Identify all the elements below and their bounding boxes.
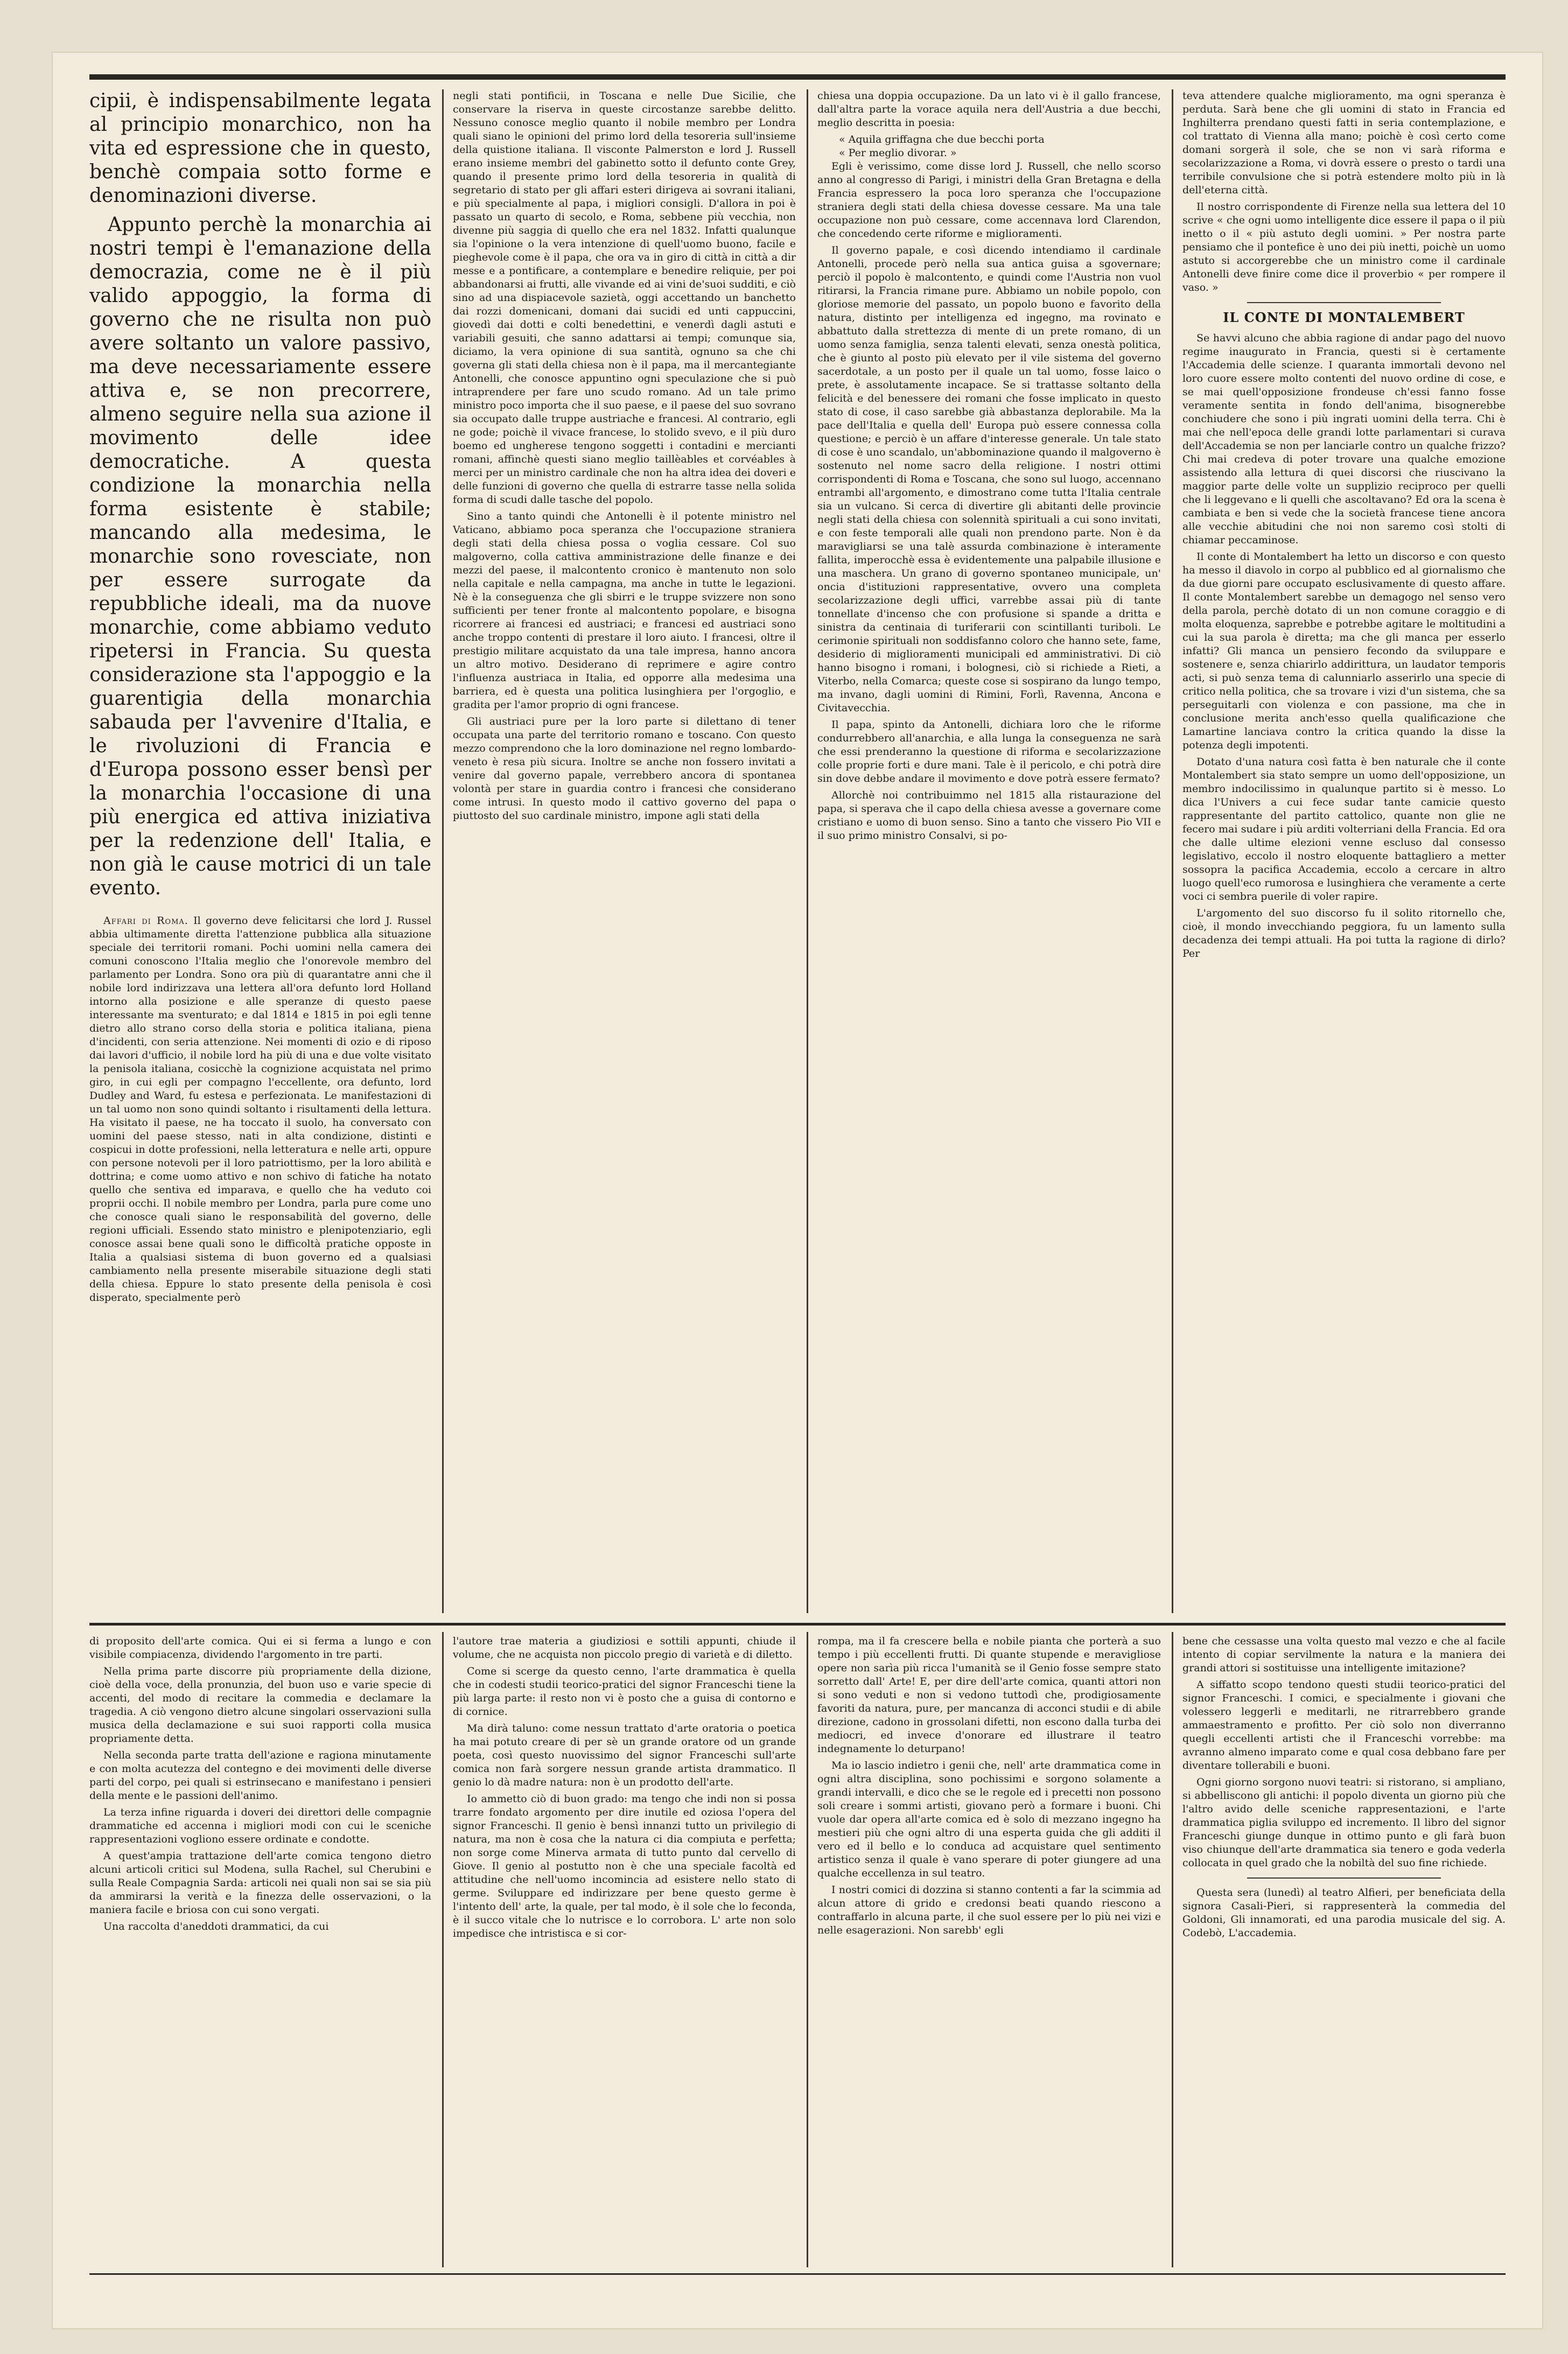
bottom-rule bbox=[89, 2273, 1506, 2275]
paragraph: teva attendere qualche miglioramento, ma ogni speranza è perduta. Sarà bene che gli uomini di stato in Francia ed Inghilterra prendano questi fatti in seria contemplazione, e col trattato di Vienna alla mano; poichè è così certo come domani sorgerà il sole, che se non vi sarà riforma e secolarizzazione a Roma, vi dovrà essere o presto o tardi una terribile convulsione che si potrà estendere molto più in là dell'eterna città. bbox=[1182, 90, 1506, 196]
paragraph: negli stati pontificii, in Toscana e nelle Due Sicilie, che conservare la riserva in queste circostanze sarebbe delitto. Nessuno conosce meglio quanto il nobile membro per Londra quali siano le opinioni del primo lord della tesoreria sull'insieme della quistione italiana. Il visconte Palmerston e lord J. Russell erano insieme membri del gabinetto sotto il defunto conte Grey, quando il presente primo lord della tesoreria in qualità di segretario di stato per gli affari esteri dirigeva ai sovrani italiani, e più specialmente al papa, i migliori consigli. D'allora in poi è passato un quarto di secolo, e Roma, sebbene più vecchia, non divenne più saggia di quello che era nel 1832. Infatti qualunque sia l'opinione o la vera intenzione di quell'uomo buono, facile e pieghevole come è il papa, che ora va in giro di città in città a dir messe e a pontificare, a contemplare e benedire reliquie, per poi abbandonarsi ai frutti, alle vivande ed ai vini de'suoi sudditi, e ciò sino ad una dispiacevole sazietà, oggi accettando un banchetto dai rozzi domenicani, domani dai sucidi ed unti cappuccini, giovedì dai dotti e colti benedettini, e venerdì dagli astuti e variabili gesuiti, che sanno adattarsi ai tempi; comunque sia, diciamo, la vera opinione di sua santità, ognuno sa che chi governa gli stati della chiesa non è il papa, ma il mercantegiante Antonelli, che conosce appuntino ogni speculazione che si può intraprendere per fare uno scudo romano. Ad un tale primo ministro poco importa che il suo paese, e il paese del suo sovrano sia occupato dalle truppe austriache e francesi. Al contrario, egli ne gode; poichè il vivace francese, lo stolido svevo, e il più duro boemo ed ungherese tengono soggetti i contadini e mercianti romani, affinchè questi siano meglio taillèables et corvéables à merci per un ministro cardinale che non ha altra idea dei doveri e delle funzioni di governo che quella di estrarre tasse nella solida forma di scudi dalle tasche del popolo. bbox=[453, 90, 796, 506]
column-d bbox=[1182, 89, 1506, 1619]
paragraph: chiesa una doppia occupazione. Da un lato vi è il gallo francese, dall'altra parte la vorace aquila nera dell'Austria a due becchi, meglio descritta in poesia: bbox=[817, 90, 1161, 129]
paragraph: Questa sera (lunedì) al teatro Alfieri, per beneficiata della signora Casali-Pieri, si rappresenterà la commedia del Goldoni, Gli innamorati, ed una parodia musicale del sig. A. Codebò, L'accademia. bbox=[1182, 1887, 1506, 1939]
lower-column-2 bbox=[453, 1635, 796, 2267]
column-separator bbox=[1172, 89, 1173, 1613]
paragraph: I nostri comici di dozzina si stanno contenti a far la scimmia ad alcun attore di grido e credonsi beati quando riescono a contraffarlo in alcuna parte, il che suol essere per lo più nei vizi e nelle esagerazioni. Non sarebb' egli bbox=[817, 1884, 1161, 1936]
verse-line: « Aquila griffagna che due becchi porta bbox=[839, 134, 1045, 145]
paragraph: cipii, è indispensabilmente legata al principio monarchico, non ha vita ed espressione che in questo, benchè compaia sotto forme e denominazioni diverse. bbox=[89, 90, 431, 207]
paragraph: rompa, ma il fa crescere bella e nobile pianta che porterà a suo tempo i più eccellenti frutti. Di quante stupende e meravigliose opere non sarìa più ricca l'umanità se il Genio fosse sempre stato sorretto dall' Arte! E, per dire dell'arte comica, quanti attori non si sono veduti e non si vedono tuttodì che, prodigiosamente favoriti da natura, pure, per mancanza di acconci studii e di abile direzione, cadono in grossolani difetti, non escono dalla turba dei mediocri, ed invece d'onorare ed illustrare il teatro indegnamente lo deturpano! bbox=[817, 1635, 1161, 1755]
paragraph-text: Il governo deve felicitarsi che lord J. Russel abbia ultimamente diretta l'attenzione pubblica alla situazione speciale dei territorii romani. Pochi uomini nella camera dei comuni conoscono l'Italia meglio che l'onorevole membro del parlamento per Londra. Sono ora più di quarantatre anni che il nobile lord indirizzava una lettera all'ora defunto lord Holland intorno alla posizione e alle speranze di questo paese interessante ma sventurato; e dal 1814 e 1815 in poi egli tenne dietro allo strano corso della storia e politica italiana, piena d'incidenti, con seria attenzione. Nei momenti di ozio e di riposo dai lavori d'ufficio, il nobile lord ha più di una e due volte visitato la penisola italiana, cosicchè la cognizione acquistata nel primo giro, in cui egli per compagno l'eccellente, ora defunto, lord Dudley and Ward, fu estesa e perfezionata. Le manifestazioni di un tal uomo non sono quindi soltanto i risultamenti della lettura. Ha visitato il paese, ne ha toccato il suolo, ha conversato con uomini del paese stesso, nati in alta condizione, distinti e cospicui in dotte professioni, nella letteratura e nelle arti, oppure con persone notevoli per il loro patriottismo, per la loro abilità e dottrina; e come uomo attivo e non schivo di fatiche ha notato quello che sentiva ed imparava, e quello che ha veduto coi proprii occhi. Il nobile membro per Londra, parla pure come uno che conosce quali siano le responsabilità del governo, delle regioni ufficiali. Essendo stato ministro e plenipotenziario, egli conosce assai bene quali sono le difficoltà pratiche opposte in Italia a qualsiasi sistema di buon governo ed a qualsiasi cambiamento nella presente miserabile situazione degli stati della chiesa. Eppure lo stato presente della penisola è così disperato, specialmente però bbox=[89, 915, 431, 1304]
column-separator bbox=[442, 1632, 444, 2267]
paragraph: Sino a tanto quindi che Antonelli è il potente ministro nel Vaticano, abbiamo poca speranza che l'occupazione straniera degli stati della chiesa possa o voglia cessare. Col suo malgoverno, colla cattiva amministrazione delle finanze e dei mezzi del paese, il malcontento cronico è mantenuto non solo nella capitale e nella campagna, ma anche in tutte le legazioni. Nè è la conseguenza che gli sbirri e le truppe svizzere non sono sufficienti per tener fronte al malcontento popolare, e bisogna ricorrere ai francesi ed austriaci; e francesi ed austriaci sono anche troppo contenti di prestare il loro aiuto. I francesi, oltre il prestigio militare acquistato da una tale impresa, hanno ancora un altro motivo. Desiderano di reprimere e agire contro l'influenza austriaca in Italia, ed opporre alla medesima una barriera, ed è questa una politica lusinghiera per l'orgoglio, e gradita per l'amor proprio di ogni francese. bbox=[453, 510, 796, 711]
paragraph: Gli austriaci pure per la loro parte si dilettano di tener occupata una parte del territorio romano e toscano. Con questo mezzo comprendono che la loro dominazione nel regno lombardo-veneto è resa più sicura. Inoltre se anche non fossero invitati a venire dal governo papale, verrebbero ancora di spontanea volontà per stare in guardia contro i francesi che considerano come intrusi. In questo modo il cattivo governo del papa o piuttosto del suo cardinale ministro, impone agli stati della bbox=[453, 716, 796, 822]
paragraph: L'argomento del suo discorso fu il solito ritornello che, cioè, il mondo invecchiando peggiora, fu un lamento sulla decadenza dei tempi attuali. Ha poi tutta la ragione di dirlo? Per bbox=[1182, 907, 1506, 959]
paragraph: Egli è verissimo, come disse lord J. Russell, che nello scorso anno al congresso di Parigi, i ministri della Gran Bretagna e della Francia espressero la poca loro speranza che l'occupazione straniera degli stati della chiesa dovesse cessare. Ma una tale occupazione non può cessare, come accennava lord Clarendon, che concedendo certe riforme e miglioramenti. bbox=[817, 160, 1161, 240]
lower-column-3 bbox=[817, 1635, 1161, 2267]
lower-column-4 bbox=[1182, 1635, 1506, 2267]
paragraph: Il papa, spinto da Antonelli, dichiara loro che le riforme condurrebbero all'anarchia, e alla lunga la conseguenza ne sarà che essi prenderanno la questione di riforma e secolarizzazione colle proprie forti e dure mani. Tale è il pericolo, e chi potrà dire sin dove debbe andare il movimento e dove potrà essere fermato? bbox=[817, 719, 1161, 784]
paragraph: di proposito dell'arte comica. Qui ei si ferma a lungo e con visibile compiacenza, dividendo l'argomento in tre parti. bbox=[89, 1635, 431, 1661]
paragraph: Dotato d'una natura così fatta è ben naturale che il conte Montalembert sia stato sempre un uomo dell'opposizione, un membro indocilissimo in qualunque partito si è messo. Lo dica l'Univers a cui fece sudar tante camicie questo rappresentante del partito cattolico, quante non glie ne fecero mai sudare i più arditi volterriani della Francia. Ed ora che dalle ultime elezioni venne escluso dal consesso legislativo, eccolo il nostro eloquente battagliero a metter sossopra la pacifica Accademia, eccolo a cercare in altro luogo quell'eco rumorosa e lusinghiera che veramente a certe voci ci sembra puerile di voler rapire. bbox=[1182, 756, 1506, 902]
paragraph: Ogni giorno sorgono nuovi teatri: si ristorano, si ampliano, si abbelliscono gli antichi: il popolo diventa un giorno più che l'altro avido delle sceniche rappresentazioni, e l'arte drammatica piglia sviluppo ed incremento. Il libro del signor Franceschi giunge dunque in ottimo punto e gli farà buon viso chiunque dell'arte drammatica sia tenero e goda vederla collocata in quel grado che la nobiltà del suo fine richiede. bbox=[1182, 1776, 1506, 1869]
paragraph: bene che cessasse una volta questo mal vezzo e che al facile intento di copiar servilmente la natura e la maniera dei grandi attori si sostituisse una intelligente imitazione? bbox=[1182, 1635, 1506, 1674]
verse-quote bbox=[817, 133, 1161, 160]
paragraph: La terza infine riguarda i doveri dei direttori delle compagnie drammatiche ed accenna i migliori modi con cui le sceniche rappresentazioni vogliono essere ordinate e condotte. bbox=[89, 1806, 431, 1845]
paragraph: A quest'ampia trattazione dell'arte comica tengono dietro alcuni articoli critici sul Modena, sulla Rachel, sul Cherubini e sulla Reale Compagnia Sarda: articoli nei quali non sai se sia più da ammirarsi la verità e la finezza delle osservazioni, o la maniera facile e briosa con cui sono vergati. bbox=[89, 1850, 431, 1916]
paragraph: A siffatto scopo tendono questi studii teorico-pratici del signor Franceschi. I comici, e specialmente i giovani che volessero leggerli e meditarli, ne ritrarrebbero grande ammaestramento e profitto. Per ciò solo non diverranno quegli eccellenti artisti che il Franceschi vorrebbe: ma avranno almeno imparato come e qual cosa debbano fare per diventare tollerabili e buoni. bbox=[1182, 1679, 1506, 1771]
paragraph: Appunto perchè la monarchia ai nostri tempi è l'emanazione della democrazia, come ne è il più valido appoggio, la forma di governo che ne risulta non può avere soltanto un valore passivo, ma deve necessariamente essere attiva e, se non precorrere, almeno seguire nella sua azione il movimento delle idee democratiche. A questa condizione la monarchia nella forma esistente è stabile; mancando alla medesima, le monarchie sono rovesciate, non per essere surrogate da repubbliche ideali, ma da nuove monarchie, come abbiamo veduto ripetersi in Francia. Su questa considerazione sta l'appoggio e la guarentigia della monarchia sabauda per l'avvenire d'Italia, e le rivoluzioni di Francia e d'Europa possono esser bensì per la monarchia l'occasione di una più energica ed attiva iniziativa per la redenzione dell' Italia, e non già le cause motrici di un tale evento. bbox=[89, 214, 431, 899]
paragraph: Una raccolta d'aneddoti drammatici, da cui bbox=[103, 1921, 329, 1932]
section-heading: Affari di Roma. bbox=[103, 915, 188, 927]
paragraph: Io ammetto ciò di buon grado: ma tengo che indi non si possa trarre fondato argomento per dire inutile ed oziosa l'opera del signor Franceschi. Il genio è bensì innanzi tutto un privilegio di natura, ma non è cosa che la natura ci dia compiuta e perfetta; non sorge come Minerva armata di tutto punto dal cervello di Giove. Il genio al postutto non è che una speciale facoltà ed attitudine che nell'uomo incomincia ad esistere nello stato di germe. Sviluppare ed indirizzare per bene questo germe è l'intento dell' arte, la quale, per tal modo, è il sole che lo feconda, è il succo vitale che lo nutrisce e lo corrobora. L' arte non solo impedisce che intristisca e si cor- bbox=[453, 1793, 796, 1939]
column-b bbox=[453, 89, 796, 1619]
paragraph: Il governo papale, e così dicendo intendiamo il cardinale Antonelli, procede però nella sua antica guisa a sgovernare; perciò il popolo è malcontento, e quindi come l'Austria non vuol ritirarsi, la Francia rimane pure. Abbiamo un nobile popolo, con gloriose memorie del passato, un popolo buono e favorito della natura, distinto per intelligenza ed ingegno, ma rovinato e abbattuto dalla strettezza di mente di un prete romano, di un uomo senza famiglia, senza talenti elevati, senza onestà politica, che è giunto al posto più elevato per il vile sistema del governo sacerdotale, a un posto per il quale un tal uomo, fosse laico o prete, è assolutamente incapace. Se si trattasse soltanto della felicità e del benessere dei romani che fosse implicato in questo stato di cose, il caso sarebbe già abbastanza deplorabile. Ma la pace dell'Italia e quella dell' Europa può essere connessa colla questione; e perciò è un affare d'interesse generale. Un tale stato di cose è uno scandalo, un'abbominazione quando il malgoverno è sostenuto nel nome sacro della religione. I nostri ottimi corrispondenti di Roma e Toscana, che sono sul luogo, accennano entrambi all'argomento, e dimostrano come tutta l'Italia centrale sia un vulcano. Si cerca di divertire gli abitanti delle provincie negli stati della chiesa con solennità spirituali a cui sono invitati, e con feste temporali alle quali non prendono parte. Non è da maravigliarsi se una talè assurda combinazione è interamente fallita, imperocchè essa è evidentemente una palpabile illusione e una maschera. Un grano di governo spontaneo municipale, un' oncia d'istituzioni rappresentative, ovvero una completa secolarizzazione degli uffici, varrebbe assai più di tante tonnellate d'incenso che con profusione si spande a dritta e sinistra da centinaia di turiferarii con scintillanti turiboli. Le cerimonie spirituali non soddisfanno coloro che hanno sete, fame, desiderio di miglioramenti municipali ed amministrativi. Di ciò hanno bisogno i romani, i bolognesi, ciò si richiede a Rieti, a Viterbo, nella Comarca; queste cose si sospirano da lungo tempo, ma invano, dagli uomini di Rimini, Forlì, Ravenna, Ancona e Civitavecchia. bbox=[817, 244, 1161, 714]
paragraph: Allorchè noi contribuimmo nel 1815 alla ristaurazione del papa, si sperava che il capo della chiesa avesse a governare come cristiano e uomo di buon senso. Sino a tanto che vissero Pio VII e il suo primo ministro Consalvi, si po- bbox=[817, 789, 1161, 842]
newspaper-page bbox=[52, 52, 1543, 2329]
paragraph: Nella prima parte discorre più propriamente della dizione, cioè della voce, della pronunzia, del buon uso e varie specie di accenti, del modo di recitare la commedia e declamare la tragedia. A ciò vengono dietro alcune singolari osservazioni sulla musica della declamazione e sui suoi rapporti colla musica propriamente detta. bbox=[89, 1665, 431, 1745]
paragraph: Il nostro corrispondente di Firenze nella sua lettera del 10 scrive « che ogni uomo intelligente dice essere il papa o il più inetto o il « più astuto degli uomini. » Per nostra parte pensiamo che il pontefice è uno dei più inetti, poichè un uomo astuto si accorgerebbe che un ministro come il cardinale Antonelli deve finire come dice il proverbio « per rompere il vaso. » bbox=[1182, 201, 1506, 293]
paragraph bbox=[89, 914, 431, 1305]
section-divider bbox=[1247, 1877, 1441, 1879]
column-separator bbox=[807, 89, 808, 1613]
paragraph: l'autore trae materia a giudiziosi e sottili appunti, chiude il volume, che ne acquista non piccolo pregio di varietà e di diletto. bbox=[453, 1635, 796, 1661]
paragraph: Ma dirà taluno: come nessun trattato d'arte oratoria o poetica ha mai potuto creare di per sè un grande oratore od un grande poeta, così questo nuovissimo del signor Franceschi sull'arte comica non farà sorgere nessun grande artista drammatico. Il genio lo dà madre natura: non è un prodotto dell'arte. bbox=[453, 1722, 796, 1788]
section-divider bbox=[1247, 302, 1441, 303]
column-separator bbox=[1172, 1632, 1173, 2267]
verse-line: « Per meglio divorar. » bbox=[839, 147, 957, 159]
leading-article bbox=[89, 89, 431, 900]
column-separator bbox=[807, 1632, 808, 2267]
column-separator bbox=[442, 89, 444, 1613]
section-title: IL CONTE DI MONTALEMBERT bbox=[1223, 310, 1465, 325]
lower-column-1 bbox=[89, 1635, 431, 2267]
column-c bbox=[817, 89, 1161, 1619]
top-rule bbox=[89, 74, 1506, 80]
paragraph: Ma io lascio indietro i genii che, nell' arte drammatica come in ogni altra disciplina, sono pochissimi e sorgono solamente a grandi intervalli, e dico che se le regole ed i precetti non possono soli creare i sommi artisti, giovano però a formare i buoni. Chi vuole dar opera all'arte comica ed è solo di mezzano ingegno ha mestieri più che ogni altro di una esperta guida che gli additi il vero ed il bello e lo conduca ad acquistare quel sentimento artistico senza il quale è vano sperare di poter giungere ad una qualche eccellenza in sul teatro. bbox=[817, 1760, 1161, 1879]
middle-rule bbox=[89, 1623, 1506, 1626]
paragraph: Nella seconda parte tratta dell'azione e ragiona minutamente e con molta acutezza del contegno e dei movimenti delle diverse parti del corpo, pei quali si estrinsecano e manifestano i pensieri della mente e le passioni dell'animo. bbox=[89, 1749, 431, 1802]
paragraph: Se havvi alcuno che abbia ragione di andar pago del nuovo regime inaugurato in Francia, questi si è certamente l'Accademia delle scienze. I quaranta immortali devono nel loro cuore essere molto contenti del nuovo ordine di cose, e se mai quell'opposizione frondeuse ch'essi fanno fosse veramente sentita in fondo dell'anima, bisognerebbe conchiudere che sono i più ingrati uomini della terra. Chi è mai che nell'epoca delle grandi lotte parlamentari si curava dell'Accademia se non per lanciarle contro un qualche frizzo? Chi mai credeva di poter trovare una qualche emozione assistendo alla lettura di quei discorsi che riuscivano la maggior parte delle volte un supplizio reciproco per quelli che li leggevano e li quelli che ascoltavano? Ed ora la scena è cambiata e ben si vede che la società francese tiene ancora alle vecchie abitudini che noi non saremo così stolti di chiamar peccaminose. bbox=[1182, 332, 1506, 546]
paragraph: Il conte di Montalembert ha letto un discorso e con questo ha messo il diavolo in corpo al pubblico ed al giornalismo che da due giorni pare occupato esclusivamente di questo affare. Il conte Montalembert sarebbe un demagogo nel senso vero della parola, perchè dotato di un non comune coraggio e di molta eloquenza, saprebbe e potrebbe agitare le moltitudini a cui la sua parola è diretta; ma che gli manca per esserlo infatti? Gli manca un pensiero fecondo da sviluppare e sostenere e, senza chiarirlo addirittura, un laudator temporis acti, si può senza tema di calunniarlo asserirlo una specie di critico nella politica, che sa trovare i vizi d'un sistema, che sa perseguitarli con violenza e con passione, ma che in conclusione merita anch'esso quella qualificazione che Lamartine lanciava contro la critica quando la disse la potenza degli impotenti. bbox=[1182, 551, 1506, 751]
column-a bbox=[89, 89, 431, 1619]
paragraph: Come si scerge da questo cenno, l'arte drammatica è quella che in codesti studii teorico-pratici del signor Franceschi tiene la più larga parte: il resto non vi è posto che a guisa di contorno e di cornice. bbox=[453, 1665, 796, 1718]
